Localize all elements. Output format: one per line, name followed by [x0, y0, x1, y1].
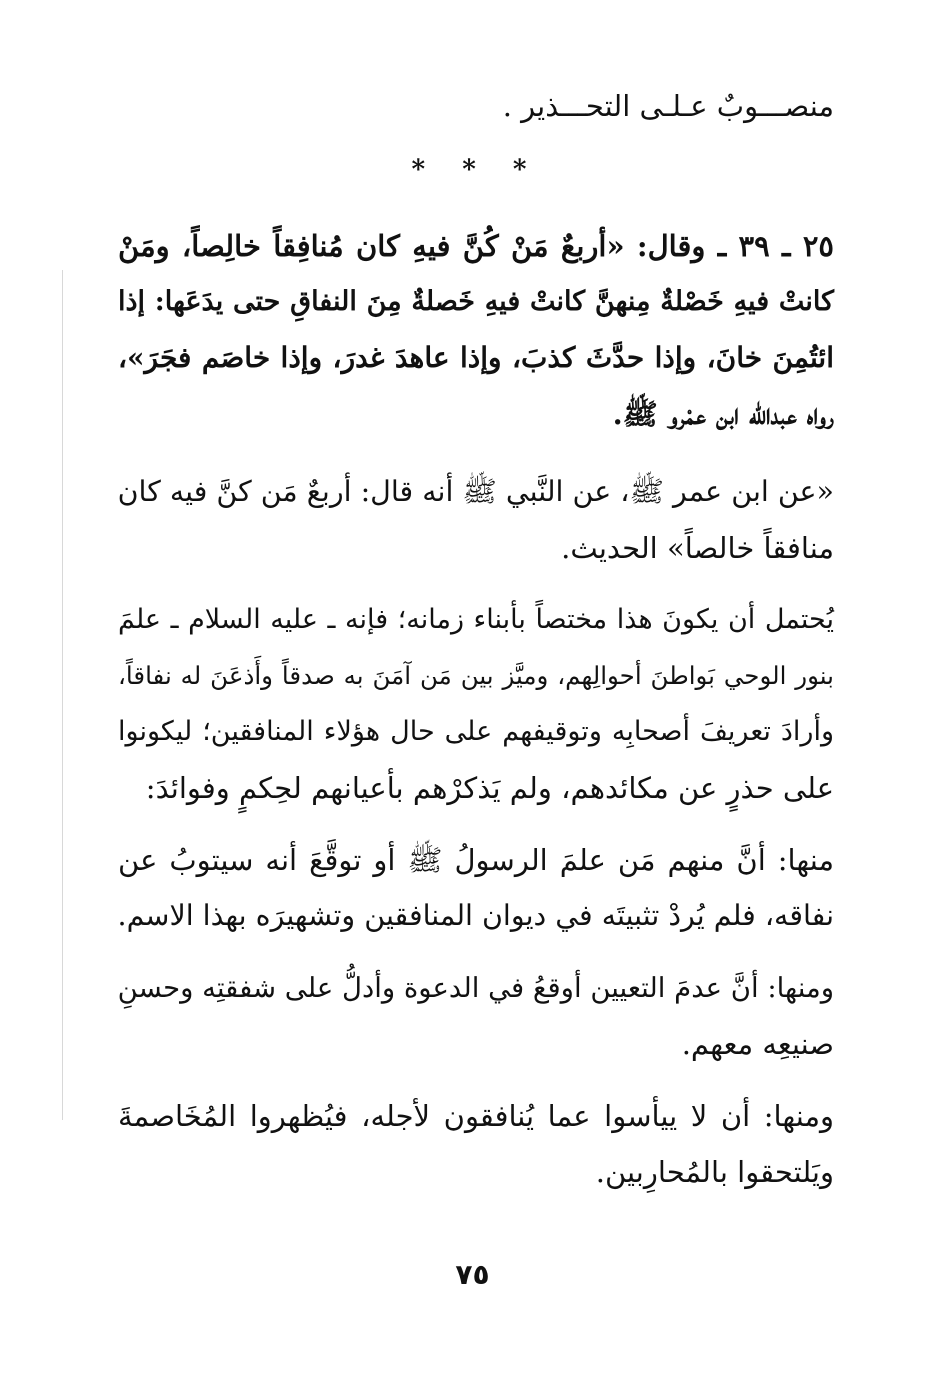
- commentary-paragraph-3: [118, 832, 834, 944]
- commentary-line: ومنها: أنَّ عدمَ التعيين أوقعُ في الدعوة وأدلُّ على شفقتِه وحسنِ: [117, 972, 834, 1004]
- hadith-line: كانتْ فيهِ خَصْلةٌ مِنهنَّ كانتْ فيهِ خَصلةٌ مِنَ النفاقِ حتى يدَعَها: إذا: [118, 286, 834, 317]
- commentary-line: بنور الوحي بَواطنَ أحوالِهم، وميَّز بين مَن آمَنَ به صدقاً وأَذعَنَ له نفاقاً،: [118, 661, 834, 690]
- commentary-line: منافقاً خالصاً» الحديث.: [561, 531, 834, 565]
- hadith-line: رواه عبدالله ابن عمْرو ﷺ.: [612, 397, 834, 431]
- page-edge-line: [62, 270, 63, 1120]
- commentary-line: نفاقه، فلم يُردْ تثبيتَه في ديوان المنافقين وتشهيرَه بهذا الاسم.: [117, 899, 834, 932]
- commentary-paragraph-1: [118, 464, 834, 576]
- section-separator: * * *: [411, 155, 541, 185]
- commentary-line: ومنها: أن لا ييأسوا عما يُنافقون لأجله، فيُظهروا المُخَاصمةَ: [118, 1099, 834, 1133]
- commentary-paragraph-5: [118, 1088, 834, 1200]
- hadith-line: ائتُمِنَ خانَ، وإذا حدَّثَ كذبَ، وإذا عاهدَ غدرَ، وإذا خاصَم فجَرَ»،: [118, 341, 834, 374]
- intro-line: منصـــوبٌ عـلـى التحـــذير .: [502, 89, 834, 123]
- commentary-line: ويَلتحقوا بالمُحارِبين.: [595, 1155, 834, 1189]
- commentary-line: يُحتمل أن يكونَ هذا مختصاً بأبناء زمانه؛ فإنه ـ عليه السلام ـ علمَ: [118, 604, 834, 635]
- commentary-line: صنيعِه معهم.: [681, 1027, 834, 1061]
- page-number: ٧٥: [455, 1258, 490, 1291]
- commentary-line: منها: أنَّ منهم مَن علمَ الرسولُ ﷺ أو توقَّعَ أنه سيتوبُ عن: [118, 843, 834, 877]
- hadith-paragraph: [118, 218, 834, 442]
- commentary-paragraph-4: [118, 960, 834, 1072]
- document-page: [118, 78, 834, 1200]
- intro-paragraph: [118, 78, 834, 134]
- commentary-line: على حذرٍ عن مكائدهم، ولم يَذكرْهم بأعيانهم لحِكمٍ وفوائدَ:: [145, 771, 834, 805]
- hadith-line: ٢٥ ـ ٣٩ ـ وقال: «أربعٌ مَنْ كُنَّ فيهِ كان مُنافِقاً خالِصاً، ومَنْ: [118, 229, 834, 263]
- commentary-line: وأرادَ تعريفَ أصحابِه وتوقيفهم على حال هؤلاء المنافقين؛ ليكونوا: [118, 716, 834, 747]
- commentary-line: «عن ابن عمر ﷺ، عن النَّبي ﷺ أنه قال: أربعٌ مَن كنَّ فيه كان: [117, 475, 834, 508]
- commentary-paragraph-2: [118, 592, 834, 816]
